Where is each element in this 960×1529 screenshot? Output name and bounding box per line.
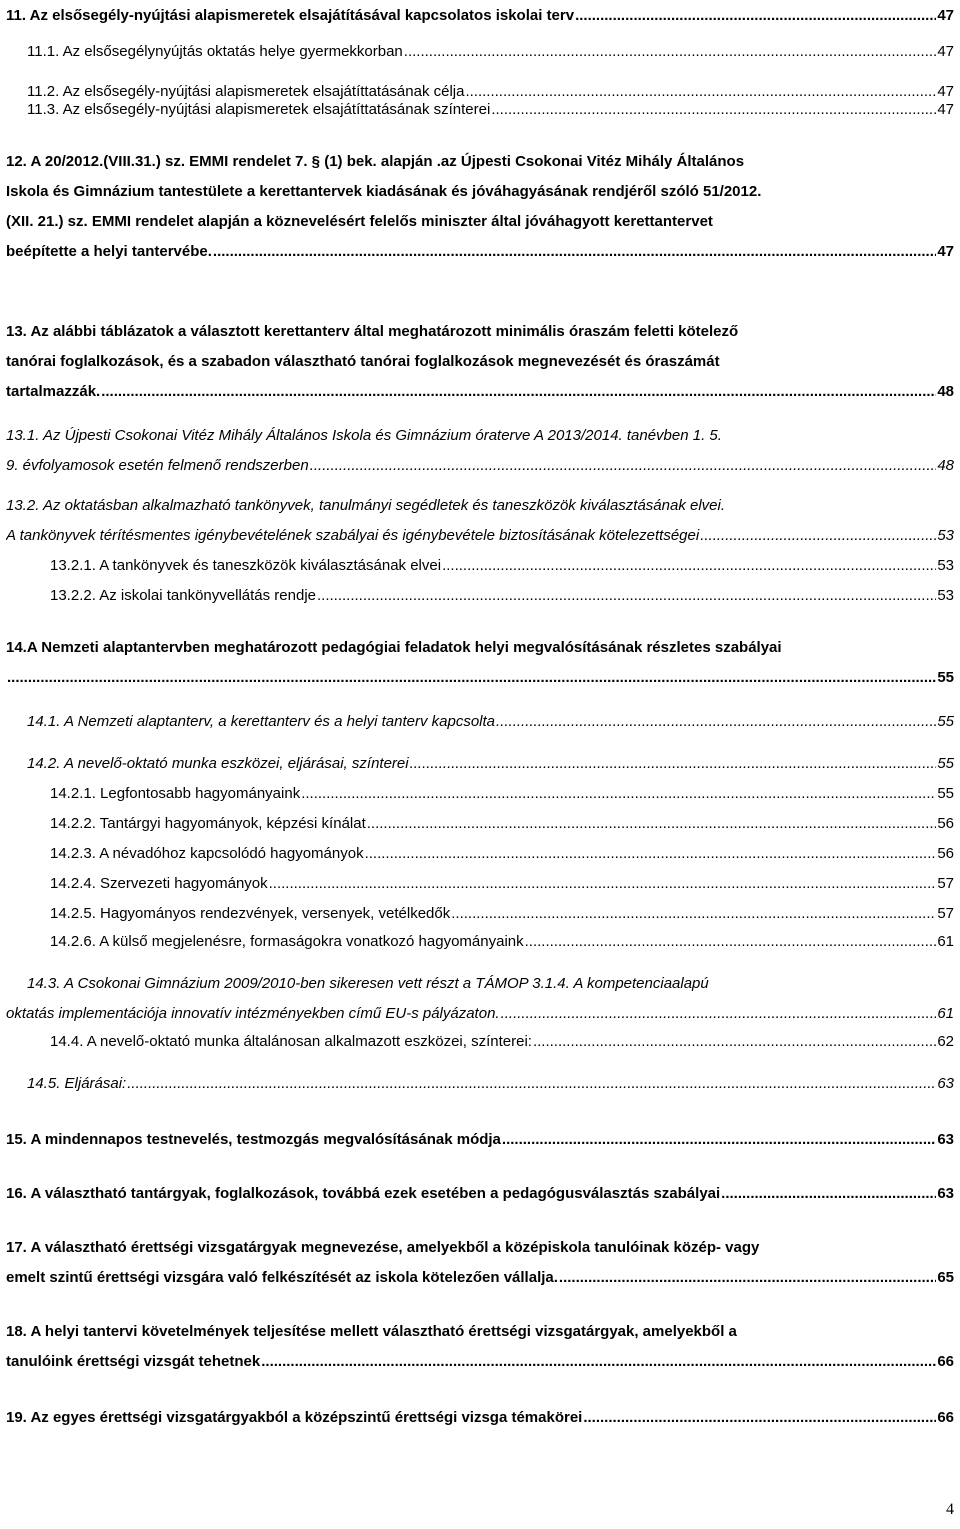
toc-entry-title: 14.2. A nevelő-oktató munka eszközei, eljárásai, színterei <box>27 755 409 772</box>
dot-leader <box>502 1128 936 1152</box>
toc-entry-line-leader <box>27 752 954 776</box>
toc-entry-page-number: 47 <box>937 43 954 60</box>
toc-entry-page-number: 65 <box>937 1269 954 1286</box>
toc-entry-title: 9. évfolyamosok esetén felmenő rendszerben <box>6 457 309 474</box>
toc-entry-title: 13.1. Az Újpesti Csokonai Vitéz Mihály Általános Iskola és Gimnázium óraterve A 2013/2014. tanévben 1. 5. <box>6 427 722 444</box>
toc-entry-title: 13. Az alábbi táblázatok a választott kerettanterv által meghatározott minimális óraszám feletti kötelező <box>6 323 739 340</box>
toc-entry-title: 11. Az elsősegély-nyújtási alapismeretek elsajátításával kapcsolatos iskolai terv <box>6 7 575 24</box>
toc-entry-title: 14.2.4. Szervezeti hagyományok <box>50 875 268 892</box>
toc-entry-title: 14.5. Eljárásai: <box>27 1075 127 1092</box>
dot-leader <box>583 1406 936 1430</box>
toc-entry-title: 14.1. A Nemzeti alaptanterv, a kerettanterv és a helyi tanterv kapcsolta <box>27 713 496 730</box>
toc-entry-line-leader <box>50 872 954 896</box>
dot-leader <box>301 782 936 806</box>
toc-entry-page-number: 61 <box>937 933 954 950</box>
dot-leader <box>533 1030 936 1054</box>
dot-leader <box>127 1072 936 1096</box>
toc-entry-line-leader <box>6 1128 954 1152</box>
dot-leader <box>491 98 936 122</box>
toc-entry-page-number: 48 <box>937 457 954 474</box>
toc-entry-page-number: 63 <box>937 1075 954 1092</box>
toc-entry-title: (XII. 21.) sz. EMMI rendelet alapján a köznevelésért felelős miniszter által jóváhagyott kerettantervet <box>6 213 713 230</box>
toc-entry-line-leader <box>27 98 954 122</box>
toc-entry-title: Iskola és Gimnázium tantestülete a kerettantervek kiadásának és jóváhagyásának rendjéről szóló 51/2012. <box>6 183 762 200</box>
toc-entry-title: 14.4. A nevelő-oktató munka általánosan alkalmazott eszközei, színterei: <box>50 1033 532 1050</box>
toc-entry-page-number: 66 <box>937 1409 954 1426</box>
dot-leader <box>101 380 936 404</box>
toc-entry-line-leader <box>50 812 954 836</box>
dot-leader <box>365 842 937 866</box>
toc-entry-page-number: 47 <box>937 7 954 24</box>
toc-entry-page-number: 55 <box>937 785 954 802</box>
toc-entry-page-number: 61 <box>937 1005 954 1022</box>
toc-entry-line-leader <box>6 1406 954 1430</box>
toc-entry-page-number: 53 <box>937 527 954 544</box>
dot-leader <box>525 930 937 954</box>
dot-leader <box>501 1002 937 1026</box>
toc-entry-title: 13.2.1. A tankönyvek és taneszközök kiválasztásának elvei <box>50 557 442 574</box>
dot-leader <box>310 454 937 478</box>
toc-entry-line-leader <box>50 584 954 608</box>
dot-leader <box>261 1350 936 1374</box>
toc-entry-title: tartalmazzák. <box>6 383 101 400</box>
toc-entry-line-leader <box>50 554 954 578</box>
toc-entry-title: 13.2.2. Az iskolai tankönyvellátás rendje <box>50 587 316 604</box>
toc-entry-page-number: 57 <box>937 875 954 892</box>
toc-entry-page-number: 63 <box>937 1185 954 1202</box>
toc-entry-page-number: 66 <box>937 1353 954 1370</box>
toc-entry-line-leader <box>27 40 954 64</box>
dot-leader <box>442 554 936 578</box>
toc-entry-page-number: 53 <box>937 587 954 604</box>
toc-entry-title: 13.2. Az oktatásban alkalmazható tankönyvek, tanulmányi segédletek és taneszközök kiválasztásának elvei. <box>6 497 726 514</box>
toc-entry-title: emelt szintű érettségi vizsgára való felkészítését az iskola kötelezően vállalja. <box>6 1269 558 1286</box>
toc-entry-line-leader <box>50 902 954 926</box>
toc-entry-title: 14.2.2. Tantárgyi hagyományok, képzési kínálat <box>50 815 366 832</box>
dot-leader <box>451 902 936 926</box>
toc-entry-line-leader <box>6 1350 954 1374</box>
toc-entry-title: 12. A 20/2012.(VIII.31.) sz. EMMI rendelet 7. § (1) bek. alapján .az Újpesti Csokonai Vitéz Mihály Általános <box>6 153 745 170</box>
toc-entry-line-leader <box>6 1002 954 1026</box>
toc-entry-title: 14.2.1. Legfontosabb hagyományaink <box>50 785 301 802</box>
toc-entry-line-leader <box>27 1072 954 1096</box>
toc-entry-title: tanórai foglalkozások, és a szabadon választható tanórai foglalkozások megnevezését és óraszámát <box>6 353 720 370</box>
toc-entry-title: 16. A választható tantárgyak, foglalkozások, továbbá ezek esetében a pedagógusválasztás szabályai <box>6 1185 721 1202</box>
toc-entry-page-number: 56 <box>937 845 954 862</box>
toc-entry-line-leader <box>6 240 954 264</box>
toc-entry-line-leader <box>50 1030 954 1054</box>
toc-entry-line-leader <box>50 782 954 806</box>
toc-entry-page-number: 63 <box>937 1131 954 1148</box>
toc-entry-page-number: 47 <box>937 243 954 260</box>
toc-entry-title: 17. A választható érettségi vizsgatárgyak megnevezése, amelyekből a középiskola tanulóinak közép- vagy <box>6 1239 760 1256</box>
toc-entry-page-number: 48 <box>937 383 954 400</box>
dot-leader <box>721 1182 936 1206</box>
toc-entry-line-leader <box>6 1266 954 1290</box>
toc-entry-title: 11.2. Az elsősegély-nyújtási alapismeretek elsajátíttatásának célja <box>27 83 465 100</box>
dot-leader <box>559 1266 936 1290</box>
toc-entry-page-number: 47 <box>937 101 954 118</box>
toc-entry-title: oktatás implementációja innovatív intézményekben című EU-s pályázaton. <box>6 1005 500 1022</box>
toc-entry-line-leader <box>50 842 954 866</box>
dot-leader <box>269 872 937 896</box>
dot-leader <box>317 584 936 608</box>
toc-entry-line-leader <box>6 4 954 28</box>
toc-entry-line-leader <box>27 710 954 734</box>
toc-entry-title: 18. A helyi tantervi követelmények teljesítése mellett választható érettségi vizsgatárgyak, amelyekből a <box>6 1323 737 1340</box>
dot-leader <box>213 240 936 264</box>
toc-entry-page-number: 55 <box>937 713 954 730</box>
dot-leader <box>410 752 937 776</box>
toc-entry-line-leader <box>6 380 954 404</box>
toc-entry-title: 11.1. Az elsősegélynyújtás oktatás helye gyermekkorban <box>27 43 403 60</box>
toc-entry-page-number: 57 <box>937 905 954 922</box>
toc-entry-title: 15. A mindennapos testnevelés, testmozgás megvalósításának módja <box>6 1131 501 1148</box>
dot-leader <box>496 710 936 734</box>
toc-entry-page-number: 53 <box>937 557 954 574</box>
toc-entry-title: 14.2.3. A névadóhoz kapcsolódó hagyományok <box>50 845 364 862</box>
dot-leader <box>7 666 936 690</box>
toc-entry-title: beépítette a helyi tantervébe. <box>6 243 212 260</box>
toc-entry-title: tanulóink érettségi vizsgát tehetnek <box>6 1353 261 1370</box>
toc-entry-title: 14.2.5. Hagyományos rendezvények, versenyek, vetélkedők <box>50 905 451 922</box>
toc-entry-title: 11.3. Az elsősegély-nyújtási alapismeretek elsajátíttatásának színterei <box>27 101 491 118</box>
toc-entry-line-leader <box>6 454 954 478</box>
page-number: 4 <box>946 1501 954 1518</box>
toc-entry-line-leader <box>6 524 954 548</box>
toc-entry-line-leader <box>6 666 954 690</box>
toc-entry-page-number: 62 <box>937 1033 954 1050</box>
toc-entry-line-leader <box>6 1182 954 1206</box>
toc-entry-title: 14.3. A Csokonai Gimnázium 2009/2010-ben sikeresen vett részt a TÁMOP 3.1.4. A kompetenciaalapú <box>27 975 709 992</box>
dot-leader <box>700 524 936 548</box>
toc-entry-line-leader <box>50 930 954 954</box>
toc-entry-page-number: 56 <box>937 815 954 832</box>
toc-entry-page-number: 47 <box>937 83 954 100</box>
toc-entry-title: 19. Az egyes érettségi vizsgatárgyakból a középszintű érettségi vizsga témakörei <box>6 1409 583 1426</box>
dot-leader <box>367 812 937 836</box>
dot-leader <box>404 40 937 64</box>
dot-leader <box>575 4 936 28</box>
toc-entry-page-number: 55 <box>937 669 954 686</box>
toc-entry-title: A tankönyvek térítésmentes igénybevételének szabályai és igénybevétele biztosításának kötelezettségei <box>6 527 700 544</box>
toc-entry-title: 14.A Nemzeti alaptantervben meghatározott pedagógiai feladatok helyi megvalósításának részletes szabályai <box>6 639 782 656</box>
toc-entry-title: 14.2.6. A külső megjelenésre, formaságokra vonatkozó hagyományaink <box>50 933 524 950</box>
toc-entry-page-number: 55 <box>937 755 954 772</box>
